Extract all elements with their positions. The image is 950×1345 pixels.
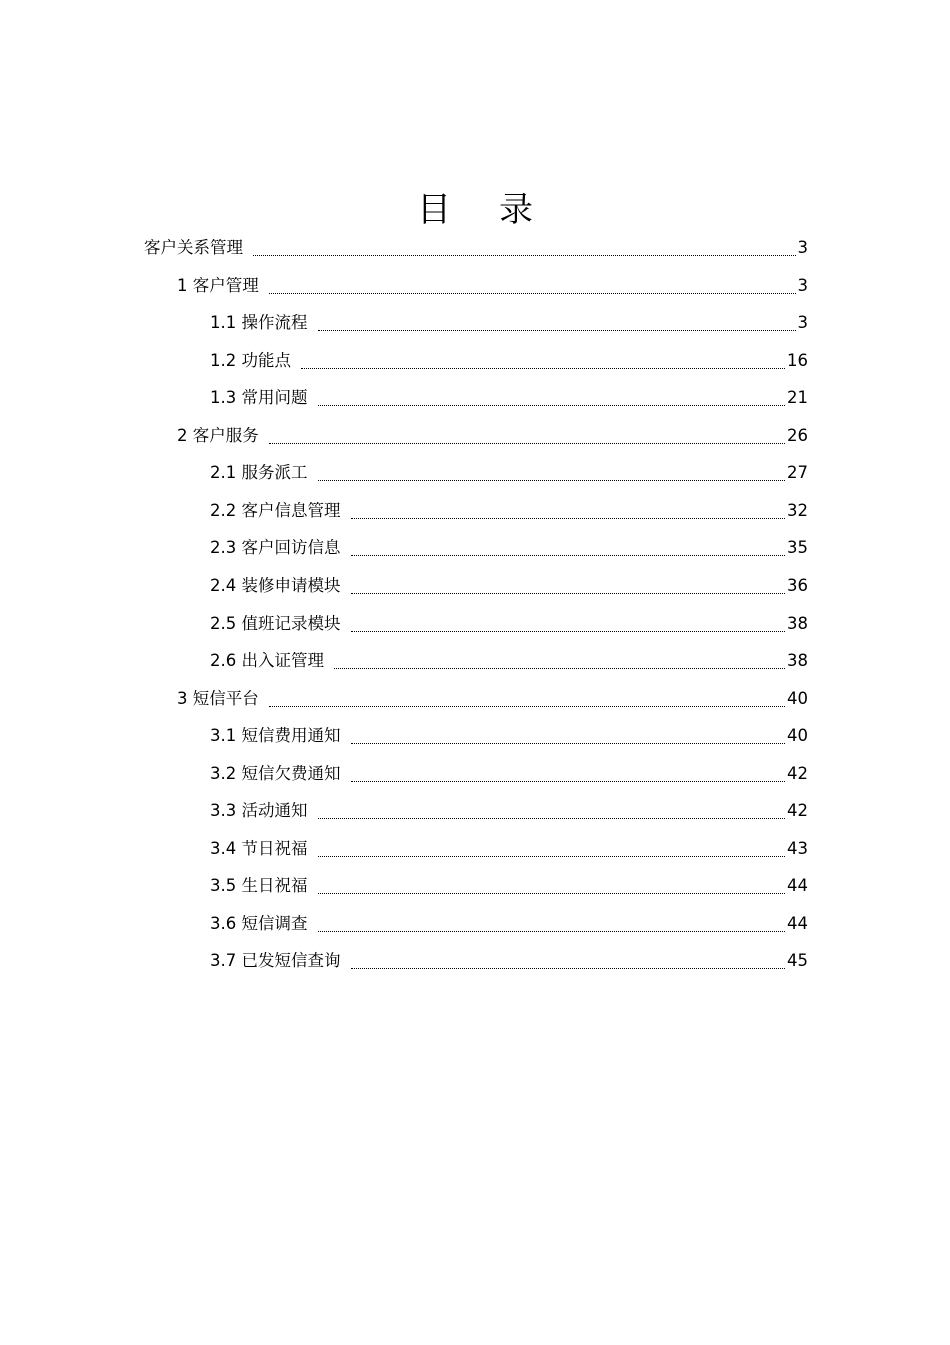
toc-entry-label: 2.4 装修申请模块 bbox=[210, 576, 341, 595]
toc-dot-leader bbox=[269, 443, 785, 444]
toc-entry-label: 2 客户服务 bbox=[177, 426, 259, 445]
toc-entry-label: 2.3 客户回访信息 bbox=[210, 538, 341, 557]
toc-entry-label: 2.6 出入证管理 bbox=[210, 651, 324, 670]
toc-entry-label: 1 客户管理 bbox=[177, 276, 259, 295]
toc-entry[interactable] bbox=[210, 349, 808, 373]
toc-dot-leader bbox=[334, 668, 785, 669]
toc-entry-page-number: 32 bbox=[787, 501, 808, 520]
toc-dot-leader bbox=[351, 518, 786, 519]
toc-entry-page-number: 27 bbox=[787, 463, 808, 482]
toc-entry[interactable] bbox=[210, 874, 808, 898]
toc-entry[interactable] bbox=[210, 912, 808, 936]
toc-dot-leader bbox=[318, 480, 786, 481]
toc-dot-leader bbox=[318, 330, 796, 331]
toc-entry-page-number: 21 bbox=[787, 388, 808, 407]
toc-entry[interactable] bbox=[210, 311, 808, 335]
toc-dot-leader bbox=[318, 818, 786, 819]
toc-entry-page-number: 36 bbox=[787, 576, 808, 595]
toc-entry-page-number: 40 bbox=[787, 726, 808, 745]
toc-dot-leader bbox=[351, 743, 786, 744]
toc-entry[interactable] bbox=[210, 837, 808, 861]
toc-dot-leader bbox=[318, 405, 786, 406]
toc-entry[interactable] bbox=[177, 687, 808, 711]
toc-entry[interactable] bbox=[210, 386, 808, 410]
title-char-1: 目 bbox=[417, 190, 451, 230]
toc-entry-label: 3.3 活动通知 bbox=[210, 801, 308, 820]
toc-entry[interactable] bbox=[210, 536, 808, 560]
page-title bbox=[0, 182, 950, 231]
toc-entry-page-number: 3 bbox=[797, 276, 808, 295]
toc-entry[interactable] bbox=[210, 799, 808, 823]
toc-entry-page-number: 45 bbox=[787, 951, 808, 970]
toc-entry-page-number: 43 bbox=[787, 839, 808, 858]
toc-entry-page-number: 44 bbox=[787, 914, 808, 933]
toc-entry-page-number: 42 bbox=[787, 801, 808, 820]
toc-entry-label: 3.2 短信欠费通知 bbox=[210, 764, 341, 783]
toc-entry-page-number: 40 bbox=[787, 689, 808, 708]
toc-entry-label: 客户关系管理 bbox=[144, 238, 243, 257]
toc-entry-label: 2.5 值班记录模块 bbox=[210, 614, 341, 633]
toc-entry-page-number: 35 bbox=[787, 538, 808, 557]
toc-entry[interactable] bbox=[210, 724, 808, 748]
toc-entry[interactable] bbox=[210, 762, 808, 786]
toc-entry-label: 1.2 功能点 bbox=[210, 351, 291, 370]
toc-dot-leader bbox=[351, 555, 786, 556]
toc-entry-label: 3.4 节日祝福 bbox=[210, 839, 308, 858]
toc-entry-label: 3.6 短信调查 bbox=[210, 914, 308, 933]
toc-entry[interactable] bbox=[210, 949, 808, 973]
toc-entry[interactable] bbox=[210, 499, 808, 523]
toc-entry-page-number: 38 bbox=[787, 651, 808, 670]
toc-dot-leader bbox=[318, 856, 786, 857]
toc-dot-leader bbox=[269, 706, 785, 707]
toc-entry-page-number: 16 bbox=[787, 351, 808, 370]
toc-entry-label: 1.1 操作流程 bbox=[210, 313, 308, 332]
toc-entry-label: 3.7 已发短信查询 bbox=[210, 951, 341, 970]
toc-entry[interactable] bbox=[210, 649, 808, 673]
toc-entry-page-number: 26 bbox=[787, 426, 808, 445]
toc-entry-page-number: 38 bbox=[787, 614, 808, 633]
toc-dot-leader bbox=[351, 593, 786, 594]
toc-entry-page-number: 3 bbox=[797, 313, 808, 332]
toc-entry-page-number: 42 bbox=[787, 764, 808, 783]
toc-entry[interactable] bbox=[210, 574, 808, 598]
toc-dot-leader bbox=[318, 893, 786, 894]
toc-entry-label: 2.1 服务派工 bbox=[210, 463, 308, 482]
toc-dot-leader bbox=[318, 931, 786, 932]
toc-entry[interactable] bbox=[210, 612, 808, 636]
toc-entry-page-number: 3 bbox=[797, 238, 808, 257]
toc-entry[interactable] bbox=[144, 236, 808, 260]
toc-dot-leader bbox=[351, 781, 786, 782]
toc-entry[interactable] bbox=[177, 274, 808, 298]
toc-dot-leader bbox=[351, 968, 786, 969]
toc-entry[interactable] bbox=[177, 424, 808, 448]
toc-entry-label: 3 短信平台 bbox=[177, 689, 259, 708]
toc-entry-label: 3.5 生日祝福 bbox=[210, 876, 308, 895]
toc-dot-leader bbox=[351, 631, 786, 632]
title-char-2: 录 bbox=[499, 190, 533, 230]
toc-dot-leader bbox=[253, 255, 796, 256]
toc-entry-label: 3.1 短信费用通知 bbox=[210, 726, 341, 745]
toc-dot-leader bbox=[301, 368, 785, 369]
toc-entry[interactable] bbox=[210, 461, 808, 485]
toc-entry-label: 1.3 常用问题 bbox=[210, 388, 308, 407]
toc-entry-label: 2.2 客户信息管理 bbox=[210, 501, 341, 520]
toc-dot-leader bbox=[269, 293, 796, 294]
toc-entry-page-number: 44 bbox=[787, 876, 808, 895]
